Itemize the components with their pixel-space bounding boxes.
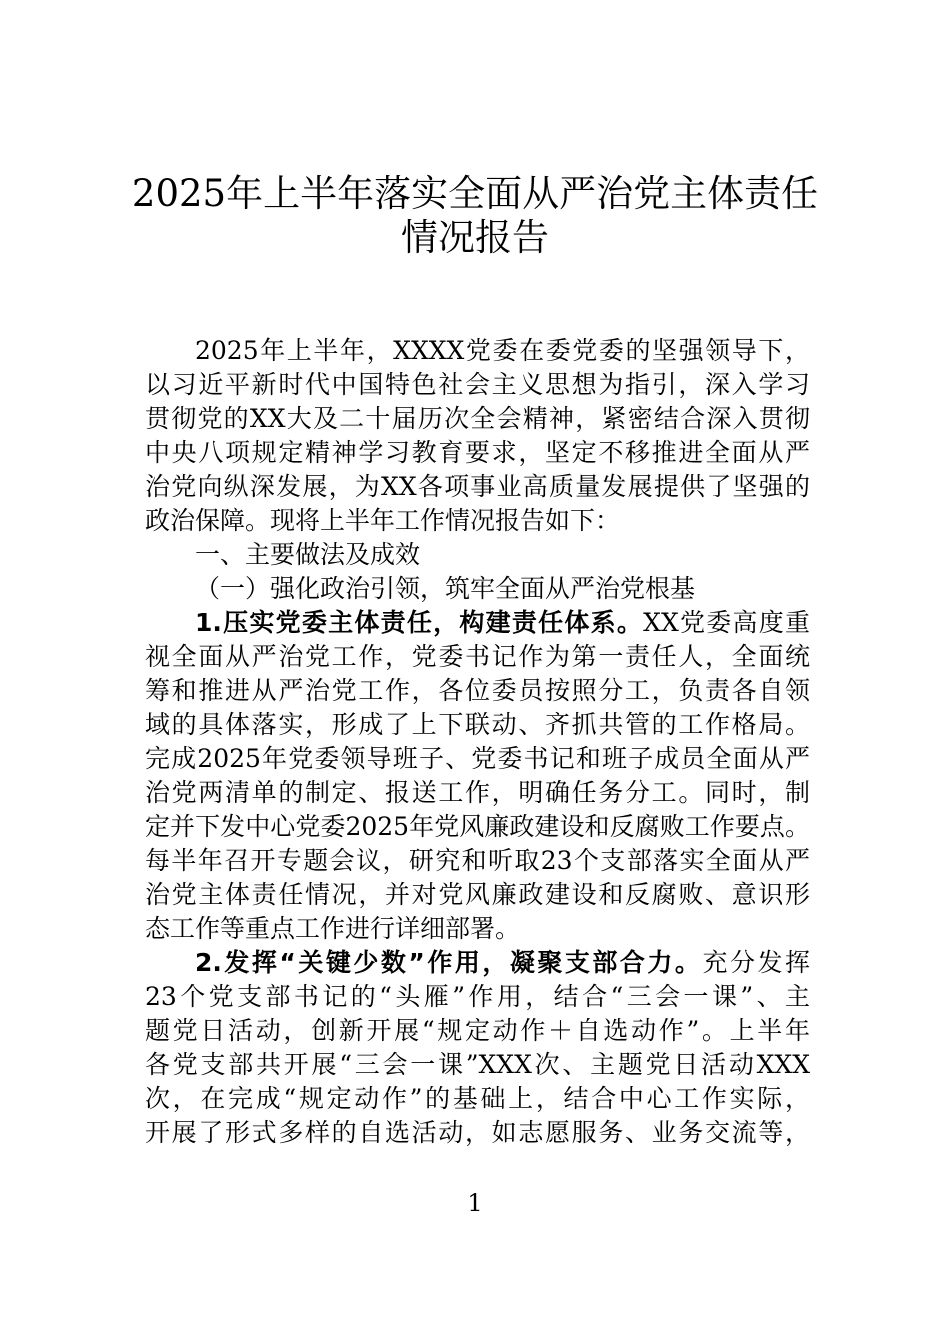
text-line: 2025年上半年，XXXX党委在委党委的坚强领导下， [195, 336, 810, 365]
text-line: 域的具体落实，形成了上下联动、齐抓共管的工作格局。 [145, 710, 810, 739]
text-line: 态工作等重点工作进行详细部署。 [145, 914, 521, 943]
text-line: 各党支部共开展“三会一课”XXX次、主题党日活动XXX [145, 1050, 810, 1079]
text-line: 23个党支部书记的“头雁”作用，结合“三会一课”、主 [145, 982, 810, 1011]
paragraph-intro [145, 334, 810, 538]
text-line: 中央八项规定精神学习教育要求，坚定不移推进全面从严 [145, 438, 810, 467]
page-number: 1 [467, 1189, 483, 1217]
item-lead-rest: XX党委高度重 [643, 608, 810, 637]
paragraph-item-1 [145, 606, 810, 946]
text-line: 治党两清单的制定、报送工作，明确任务分工。同时，制 [145, 778, 810, 807]
text-line: 治党主体责任情况，并对党风廉政建设和反腐败、意识形 [145, 880, 810, 909]
text-line [145, 606, 810, 640]
text-line: 视全面从严治党工作，党委书记作为第一责任人，全面统 [145, 642, 810, 671]
document-body [145, 334, 810, 1150]
text-line: 次，在完成“规定动作”的基础上，结合中心工作实际， [145, 1084, 810, 1113]
section-heading: 一、主要做法及成效 [195, 540, 421, 569]
text-line: 完成2025年党委领导班子、党委书记和班子成员全面从严 [145, 744, 810, 773]
text-line: 开展了形式多样的自选活动，如志愿服务、业务交流等， [145, 1118, 810, 1147]
text-line: 贯彻党的XX大及二十届历次全会精神，紧密结合深入贯彻 [145, 404, 810, 433]
paragraph-item-2 [145, 946, 810, 1150]
document-title-line-2: 情况报告 [401, 216, 549, 259]
item-lead-rest: 充分发挥 [702, 948, 810, 977]
subsection-heading: （一）强化政治引领，筑牢全面从严治党根基 [195, 574, 696, 603]
text-line: 以习近平新时代中国特色社会主义思想为指引，深入学习 [145, 370, 810, 399]
text-line: 每半年召开专题会议，研究和听取23个支部落实全面从严 [145, 846, 810, 875]
text-line: 政治保障。现将上半年工作情况报告如下： [145, 506, 621, 535]
text-line: 题党日活动，创新开展“规定动作＋自选动作”。上半年 [145, 1016, 810, 1045]
document-title-line-1: 2025年上半年落实全面从严治党主体责任 [131, 172, 819, 215]
item-lead-bold: 1.压实党委主体责任，构建责任体系。 [195, 608, 644, 637]
text-line: 治党向纵深发展，为XX各项事业高质量发展提供了坚强的 [145, 472, 810, 501]
text-line [145, 946, 810, 980]
text-line: 筹和推进从严治党工作，各位委员按照分工，负责各自领 [145, 676, 810, 705]
item-lead-bold: 2.发挥“关键少数”作用，凝聚支部合力。 [195, 948, 703, 977]
text-line: 定并下发中心党委2025年党风廉政建设和反腐败工作要点。 [145, 812, 810, 841]
